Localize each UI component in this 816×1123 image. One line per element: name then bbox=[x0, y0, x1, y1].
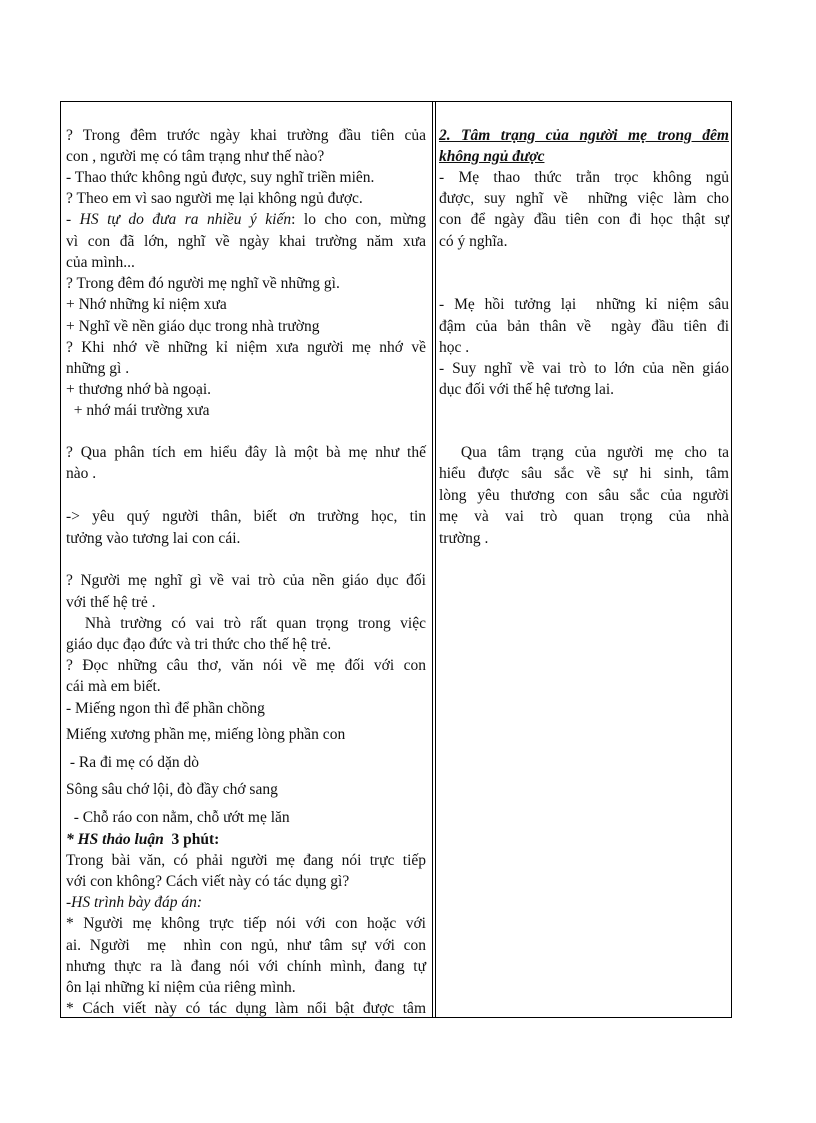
lesson-table bbox=[60, 101, 732, 1018]
text-line: + Nghĩ về nền giáo dục trong nhà trường bbox=[66, 318, 320, 335]
text-line: cái mà em biết. bbox=[66, 678, 161, 695]
text-line: - Suy nghĩ về vai trò to lớn của nền giáo bbox=[439, 360, 729, 377]
text-line: ? Người mẹ nghĩ gì về vai trò của nền giáo dục đối bbox=[66, 572, 426, 589]
text-line: ? Theo em vì sao người mẹ lại không ngủ được. bbox=[66, 190, 363, 207]
content-column bbox=[439, 102, 729, 1017]
section-heading: 2. Tâm trạng của người mẹ trong đêm bbox=[439, 127, 729, 144]
bold-italic-span: HS thảo luận bbox=[77, 831, 164, 848]
text-line: có ý nghĩa. bbox=[439, 233, 508, 250]
bold-span: * bbox=[66, 831, 78, 848]
text-line: * Người mẹ không trực tiếp nói với con hoặc với bbox=[66, 915, 426, 932]
activities-column bbox=[66, 102, 426, 1017]
text-line bbox=[66, 210, 426, 230]
text-line: con để ngày đầu tiên con đi học thật sự bbox=[439, 211, 729, 228]
text-line: vì con đã lớn, nghĩ về ngày khai trường năm xưa bbox=[66, 233, 426, 250]
text-line: ? Trong đêm đó người mẹ nghĩ về những gì. bbox=[66, 275, 340, 292]
text-line: - Chỗ ráo con nằm, chỗ ướt mẹ lăn bbox=[66, 809, 290, 826]
text-line: con , người mẹ có tâm trạng như thế nào? bbox=[66, 148, 325, 165]
text-line: đậm của bản thân về ngày đầu tiên đi bbox=[439, 318, 729, 335]
text-line: ? Khi nhớ về những kỉ niệm xưa người mẹ nhớ về bbox=[66, 339, 426, 356]
section-heading: không ngủ được bbox=[439, 148, 545, 165]
text-line: ? Qua phân tích em hiểu đây là một bà mẹ như thế bbox=[66, 444, 426, 461]
text-span: : lo cho con, mừng bbox=[291, 211, 426, 228]
text-line: với thế hệ trẻ . bbox=[66, 594, 156, 611]
bold-span: 3 phút: bbox=[163, 831, 220, 848]
text-line: giáo dục đạo đức và tri thức cho thế hệ trẻ. bbox=[66, 636, 332, 653]
text-line: Nhà trường có vai trò rất quan trọng trong việc bbox=[66, 615, 426, 632]
text-line: - Ra đi mẹ có dặn dò bbox=[66, 754, 200, 771]
text-line: - Thao thức không ngủ được, suy nghĩ triền miên. bbox=[66, 169, 375, 186]
text-line: được, suy nghĩ về những việc làm cho bbox=[439, 190, 729, 207]
text-line: ai. Người mẹ nhìn con ngủ, như tâm sự với con bbox=[66, 937, 426, 954]
text-line: trường . bbox=[439, 530, 489, 547]
text-line: + thương nhớ bà ngoại. bbox=[66, 381, 212, 398]
text-line: với con không? Cách viết này có tác dụng gì? bbox=[66, 873, 350, 890]
column-divider bbox=[432, 102, 436, 1017]
text-line: học . bbox=[439, 339, 470, 356]
text-line: Miếng xương phần mẹ, miếng lòng phần con bbox=[66, 726, 346, 743]
text-line: hiểu được sâu sắc về sự hi sinh, tâm bbox=[439, 465, 729, 482]
text-line: + Nhớ những kỉ niệm xưa bbox=[66, 296, 227, 313]
text-line: những gì . bbox=[66, 360, 130, 377]
text-line: nhưng thực ra là đang nói với chính mình, đang tự bbox=[66, 958, 426, 975]
text-line: mẹ và vai trò quan trọng của nhà bbox=[439, 508, 729, 525]
text-span: - bbox=[66, 211, 80, 228]
italic-span: HS tự do đưa ra nhiều ý kiến bbox=[79, 211, 292, 228]
text-line: - Mẹ thao thức trằn trọc không ngủ bbox=[439, 169, 729, 186]
text-line bbox=[66, 830, 426, 850]
text-line: lòng yêu thương con sâu sắc của người bbox=[439, 487, 729, 504]
text-line: * Cách viết này có tác dụng làm nổi bật được tâm bbox=[66, 1000, 426, 1017]
text-line: - Mẹ hồi tưởng lại những kỉ niệm sâu bbox=[439, 296, 729, 313]
text-line: nào . bbox=[66, 465, 97, 482]
text-line: - Miếng ngon thì để phần chồng bbox=[66, 700, 265, 717]
text-line: -> yêu quý người thân, biết ơn trường học, tin bbox=[66, 508, 426, 525]
text-line: -HS trình bày đáp án: bbox=[66, 894, 203, 911]
text-line: + nhớ mái trường xưa bbox=[66, 402, 210, 419]
text-line: Qua tâm trạng của người mẹ cho ta bbox=[439, 444, 729, 461]
text-line: ? Đọc những câu thơ, văn nói về mẹ đối với con bbox=[66, 657, 426, 674]
text-line: Trong bài văn, có phải người mẹ đang nói trực tiếp bbox=[66, 852, 426, 869]
text-line: dục đối với thế hệ tương lai. bbox=[439, 381, 615, 398]
text-line: ôn lại những kỉ niệm của riêng mình. bbox=[66, 979, 296, 996]
text-line: của mình... bbox=[66, 254, 135, 271]
text-line: Sông sâu chớ lội, đò đầy chớ sang bbox=[66, 781, 278, 798]
text-line: tưởng vào tương lai con cái. bbox=[66, 530, 241, 547]
text-line: ? Trong đêm trước ngày khai trường đầu tiên của bbox=[66, 127, 426, 144]
